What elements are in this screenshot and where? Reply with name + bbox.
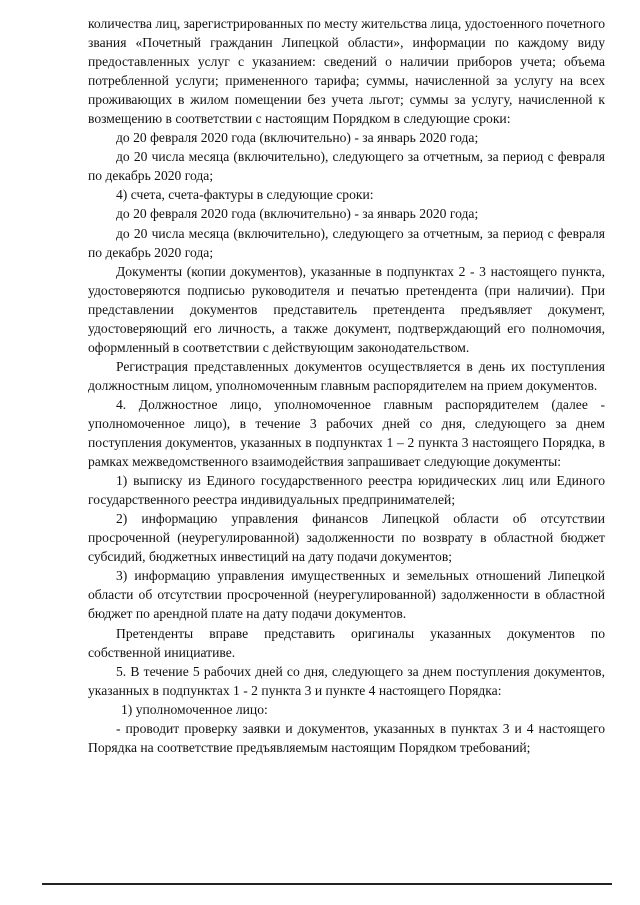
paragraph-verification: - проводит проверку заявки и документов, указанных в пунктах 3 и 4 настоящего Порядка на соответствие предъявляемым настоящим Порядком требований;: [88, 720, 605, 755]
bottom-rule: [42, 883, 612, 885]
paragraph-item-4-invoices: 4) счета, счета-фактуры в следующие сроки:: [116, 187, 374, 203]
paragraph-section-5: 5. В течение 5 рабочих дней со дня, следующего за днем поступления документов, указанных в подпунктах 1 - 2 пункта 3 и пункте 4 настоящего Порядка:: [88, 663, 605, 698]
paragraph-registration: Регистрация представленных документов осуществляется в день их поступления должностным лицом, уполномоченным главным распорядителем на прием документов.: [88, 358, 605, 393]
paragraph-section-5-item-1: 1) уполномоченное лицо:: [121, 701, 268, 717]
paragraph-deadline-january: до 20 февраля 2020 года (включительно) - за январь 2020 года;: [116, 130, 479, 146]
paragraph-request-item-1: 1) выписку из Единого государственного реестра юридических лиц или Единого государственного реестра индивидуальных предпринимателей;: [88, 473, 605, 508]
document-page: [88, 14, 605, 757]
paragraph-section-4: 4. Должностное лицо, уполномоченное главным распорядителем (далее - уполномоченное лицо), в течение 3 рабочих дней со дня, следующего за днем поступления документов, указанных в подпунктах 1 – 2 пункта 3 настоящего Порядка, в рамках межведомственного взаимодействия запрашивает следующие документы:: [88, 396, 605, 470]
paragraph-invoice-deadline-january: до 20 февраля 2020 года (включительно) - за январь 2020 года;: [116, 206, 479, 222]
paragraph-continuation: количества лиц, зарегистрированных по месту жительства лица, удостоенного почетного звания «Почетный гражданин Липецкой области», информации по каждому виду предоставленных услуг с указанием: сведений о наличии приборов учета; объема потребленной услуги; примененного тарифа; суммы, начисленной за услугу на всех проживающих в жилом помещении без учета льгот; суммы за услугу, начисленной к возмещению в соответствии с настоящим Порядком в следующие сроки:: [88, 16, 605, 127]
paragraph-invoice-deadline-monthly: до 20 числа месяца (включительно), следующего за отчетным, за период с февраля по декабрь 2020 года;: [88, 225, 605, 260]
paragraph-document-certification: Документы (копии документов), указанные в подпунктах 2 - 3 настоящего пункта, удостоверяются подписью руководителя и печатью претендента (при наличии). При представлении документов представитель претендента предъявляет документ, удостоверяющий его личность, а также документ, подтверждающий его полномочия, оформленный в соответствии с действующим законодательством.: [88, 263, 605, 355]
paragraph-deadline-monthly: до 20 числа месяца (включительно), следующего за отчетным, за период с февраля по декабрь 2020 года;: [88, 149, 605, 184]
paragraph-request-item-2: 2) информацию управления финансов Липецкой области об отсутствии просроченной (неурегулированной) задолженности по возврату в областной бюджет субсидий, бюджетных инвестиций на дату подачи документов;: [88, 511, 605, 565]
paragraph-request-item-3: 3) информацию управления имущественных и земельных отношений Липецкой области об отсутствии просроченной (неурегулированной) задолженности в областной бюджет по арендной плате на дату подачи документов.: [88, 568, 605, 622]
paragraph-originals-note: Претенденты вправе представить оригиналы указанных документов по собственной инициативе.: [88, 625, 605, 660]
